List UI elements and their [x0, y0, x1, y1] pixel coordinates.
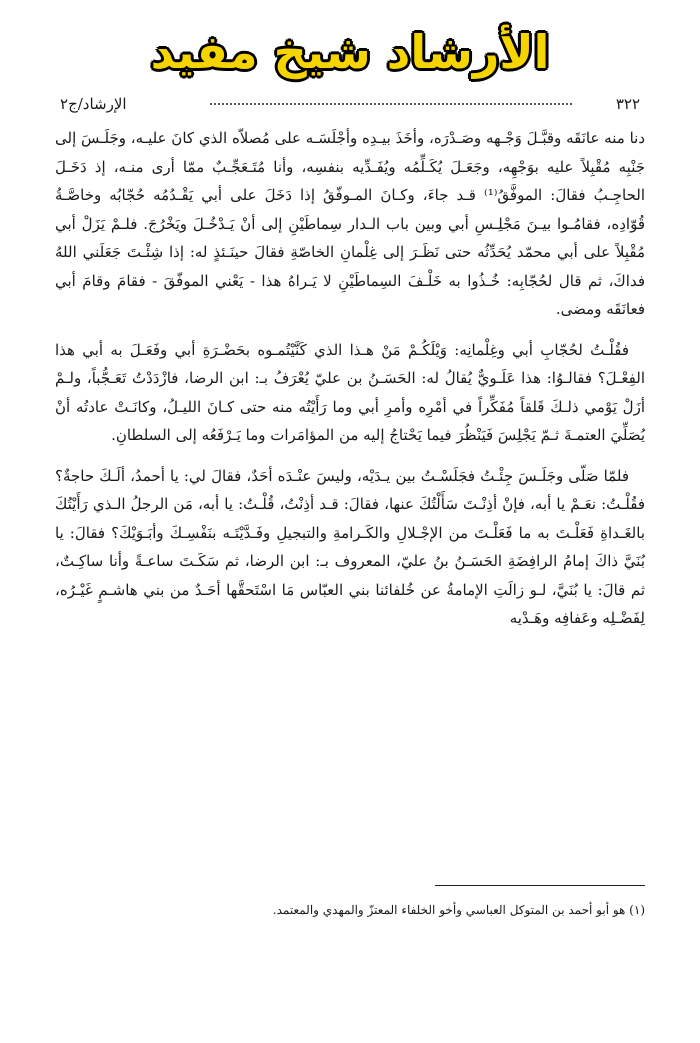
header-dotted-leader	[210, 103, 572, 105]
paragraph: فقُلْـتُ لحُجّابِ أبي وغِلْمانِه: وَيْلَكُـمْ مَنْ هـذا الذي كَنَّيْتُمـوه بحَضْـرَةِ أبي وفَعَـلَ به أبي هذا الفِعْـلَ؟ فقالـوُا: هذا عَلَـويٌّ يُقالُ له: الحَسَـنُ بن عليّ يُعْرَفُ بـ: ابن الرضا، فازْدَدْتُ تَعَـجُّباً، ولـمْ أزَلْ يَوْمي ذلـكَ قَلقاً مُفَكِّراً في أمْرِه وأمرِ أبي وما رَأَيْتُه منه حتى كـانَ الليـلُ، وكانَـتْ عادتُه أنْ يُصَلِّيَ العتمـةَ ثـمّ يَجْلِسَ فَيَنْظُرَ فيما يَحْتاجُ إليه من المؤامَرات وما يَـرْفَعُه إلى السلطانِ.	[55, 340, 645, 444]
paragraph: دنا منه عانَقَه وقبَّـلَ وَجْـهه وصَـدْرَه، وأخَذَ بيـدِه وأجْلَسَـه على مُصلاّه الذي كانَ عليـه، وجَلَـسَ إلى جَنْبِه مُقْبِلاً عليه بوَجْهِه، وجَعَـلَ يُكَـلِّمُه ويُفَـدِّيه بنفسِه، وأنا مُتَـعَجِّـبٌ ممّا أرى منـه، إذ دَخَـلَ الحاجِـبُ فقالَ: الموفَّقُ⁽¹⁾ قـد جاءَ، وكـانَ المـوفّقُ إذا دَخَلَ على أبي يَقْـدُمُه حُجّابُه وخاصَّـةُ قُوّادِه، فقامُـوا بيـنَ مَجْلِـسِ أبي وبين باب الـدار سِماطَيْنِ إلى أنْ يَـدْخُـلَ ويَخْرُجَ. فلـمْ يَزَلْ أبي مُقْبِلاً على أبي محمّد يُحَدِّثُه حتى نَظَـرَ إلى غِلْمانِ الخاصّةِ فقالَ حينَـئذٍ له: إذا شِئْـتَ جَعَلَني اللهُ فداكَ، ثم قال لحُجّابِه: خُـذُوا به خَلْـفَ السِماطَيْنِ لا يَـراهُ هذا - يَعْني الموفّقَ - فقامَ وقامَ أبي فعانَقَه ومضى.	[55, 129, 645, 318]
running-head-title: الإرشاد/ج٢	[60, 95, 127, 113]
page-title: الأرشاد شيخ مفيد	[150, 25, 550, 79]
running-header	[60, 92, 640, 116]
page-number: ٣٢٢	[615, 95, 640, 113]
paragraph: فلمّا صَلّى وجَلَـسَ جِئْـتُ فجَلَسْـتُ بين يـدَيْه، وليسَ عنْـدَه أحَدٌ، فقالَ لي: يا أحمدُ، ألَـكَ حاجةٌ؟ فقُلْـتُ: نعَـمْ يا أبه، فإنْ أذِنْـتَ سَأَلْتُكَ عنها، فقالَ: قـد أذِنْتُ، قُلْـتُ: يا أبه، مَن الرجلُ الـذي رَأَيْتُكَ بالغَـداةِ فَعَلْـتَ به ما فَعَلْـتَ من الإجْـلالِ والكَـرامةِ والتبجيلِ وفَـدَّيْتَـه بنَفْسِـكَ وأبَـوَيْكَ؟ فقالَ: يا بُنَيَّ ذاكَ إمامُ الرافِضَةِ الحَسَـنُ بنُ عليّ، المعروف بـ: ابن الرضا، ثم سَكَـتَ ساعـةً وأنا ساكِـتٌ، ثم قالَ: يا بُنَيَّ، لـو زالَتِ الإمامةُ عن خُلفائنا بني العبّاس مَا اسْتَحقَّها أحَـدٌ من بني هاشـمٍ غَيْـرُه، لِفَضْـلِه وعَفافِه وهَـدْيه	[55, 466, 645, 627]
footnote-separator	[435, 885, 645, 886]
footnote: (١) هو أبو أحمد بن المتوكل العباسي وأخو الخلفاء المعتزّ والمهدي والمعتمد.	[272, 903, 645, 917]
text-body	[55, 124, 645, 645]
